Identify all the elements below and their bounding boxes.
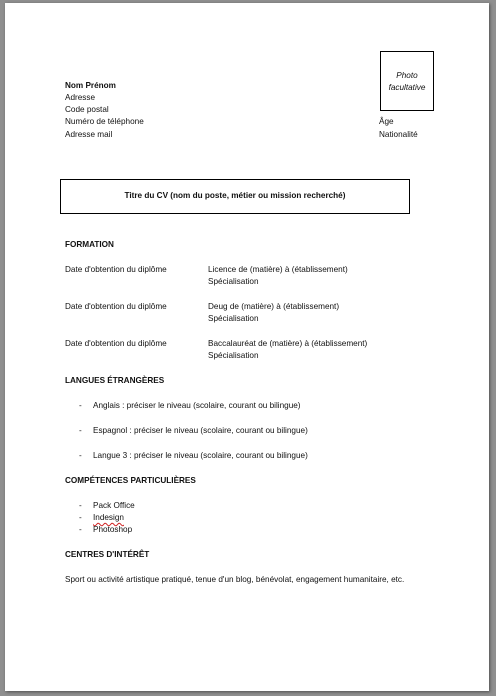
formation-degree: Licence de (matière) à (établissement) — [208, 265, 348, 274]
formation-date: Date d'obtention du diplôme — [65, 339, 167, 348]
interests-heading: CENTRES D'INTÉRÊT — [65, 550, 150, 559]
skills-heading: COMPÉTENCES PARTICULIÈRES — [65, 476, 196, 485]
bullet-dash: - — [79, 451, 82, 460]
formation-date: Date d'obtention du diplôme — [65, 302, 167, 311]
language-item: Anglais : préciser le niveau (scolaire, courant ou bilingue) — [93, 401, 301, 410]
address-field: Adresse — [65, 93, 96, 102]
photo-label — [381, 70, 433, 94]
formation-specialisation: Spécialisation — [208, 314, 259, 323]
bullet-dash: - — [79, 426, 82, 435]
name-field: Nom Prénom — [65, 81, 116, 90]
photo-placeholder — [380, 51, 434, 111]
formation-specialisation: Spécialisation — [208, 351, 259, 360]
bullet-dash: - — [79, 513, 82, 522]
formation-date: Date d'obtention du diplôme — [65, 265, 167, 274]
skill-item: Photoshop — [93, 525, 133, 534]
cv-title-box — [60, 179, 410, 214]
language-item: Langue 3 : préciser le niveau (scolaire, courant ou bilingue) — [93, 451, 308, 460]
skill-item: Pack Office — [93, 501, 135, 510]
document-page — [5, 3, 489, 691]
bullet-dash: - — [79, 401, 82, 410]
age-field: Âge — [379, 117, 394, 126]
formation-specialisation: Spécialisation — [208, 277, 259, 286]
cv-title: Titre du CV (nom du poste, métier ou mission recherché) — [124, 191, 346, 200]
phone-field: Numéro de téléphone — [65, 117, 144, 126]
bullet-dash: - — [79, 525, 82, 534]
bullet-dash: - — [79, 501, 82, 510]
interests-text: Sport ou activité artistique pratiqué, tenue d'un blog, bénévolat, engagement humanitaire, etc. — [65, 575, 405, 584]
formation-heading: FORMATION — [65, 240, 114, 249]
formation-degree: Deug de (matière) à (établissement) — [208, 302, 340, 311]
skill-item: Indesign — [93, 513, 124, 522]
photo-label-line1: Photo — [396, 71, 418, 80]
postal-code-field: Code postal — [65, 105, 109, 114]
language-item: Espagnol : préciser le niveau (scolaire, courant ou bilingue) — [93, 426, 308, 435]
formation-degree: Baccalauréat de (matière) à (établissement) — [208, 339, 368, 348]
nationality-field: Nationalité — [379, 130, 418, 139]
email-field: Adresse mail — [65, 130, 113, 139]
languages-heading: LANGUES ÉTRANGÈRES — [65, 376, 165, 385]
photo-label-line2: facultative — [388, 83, 426, 92]
